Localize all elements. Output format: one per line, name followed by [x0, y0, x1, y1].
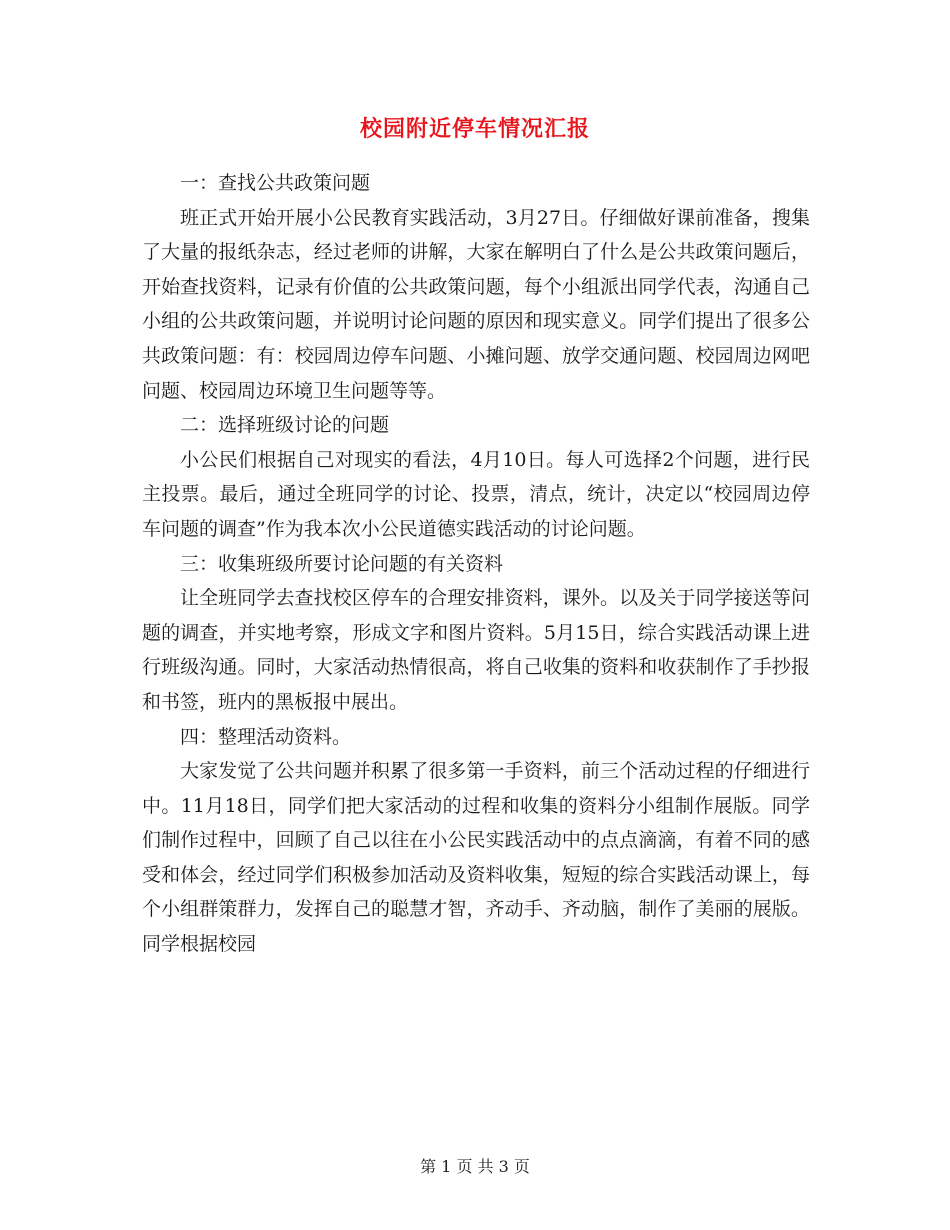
paragraph-4: 大家发觉了公共问题并积累了很多第一手资料，前三个活动过程的仔细进行中。11月18日，同学们把大家活动的过程和收集的资料分小组制作展版。同学们制作过程中，回顾了自己以往在小公民实践活动中的点点滴滴，有着不同的感受和体会，经过同学们积极参加活动及资料收集，短短的综合实践活动课上，每个小组群策群力，发挥自己的聪慧才智，齐动手、齐动脑，制作了美丽的展版。同学根据校园 — [142, 760, 810, 956]
document-body — [142, 166, 810, 962]
section-heading-1: 一：查找公共政策问题 — [180, 172, 371, 194]
section-heading-3: 三：收集班级所要讨论问题的有关资料 — [180, 552, 504, 575]
section-heading-4: 四：整理活动资料。 — [180, 725, 352, 748]
paragraph-3: 让全班同学去查找校区停车的合理安排资料，课外。以及关于同学接送等问题的调查，并实地考察，形成文字和图片资料。5月15日，综合实践活动课上进行班级沟通。同时，大家活动热情很高，将自己收集的资料和收获制作了手抄报和书签，班内的黑板报中展出。 — [142, 587, 810, 713]
section-heading-2: 二：选择班级讨论的问题 — [180, 414, 390, 437]
paragraph-2: 小公民们根据自己对现实的看法，4月10日。每人可选择2个问题，进行民主投票。最后，通过全班同学的讨论、投票，清点，统计，决定以“校园周边停车问题的调查”作为我本次小公民道德实践活动的讨论问题。 — [142, 448, 810, 540]
paragraph-1: 班正式开始开展小公民教育实践活动，3月27日。仔细做好课前准备，搜集了大量的报纸杂志，经过老师的讲解，大家在解明白了什么是公共政策问题后，开始查找资料，记录有价值的公共政策问题，每个小组派出同学代表，沟通自己小组的公共政策问题，并说明讨论问题的原因和现实意义。同学们提出了很多公共政策问题：有：校园周边停车问题、小摊问题、放学交通问题、校园周边网吧问题、校园周边环境卫生问题等等。 — [142, 206, 810, 402]
page-footer: 第 1 页 共 3 页 — [420, 1157, 530, 1176]
document-title: 校园附近停车情况汇报 — [359, 117, 590, 142]
